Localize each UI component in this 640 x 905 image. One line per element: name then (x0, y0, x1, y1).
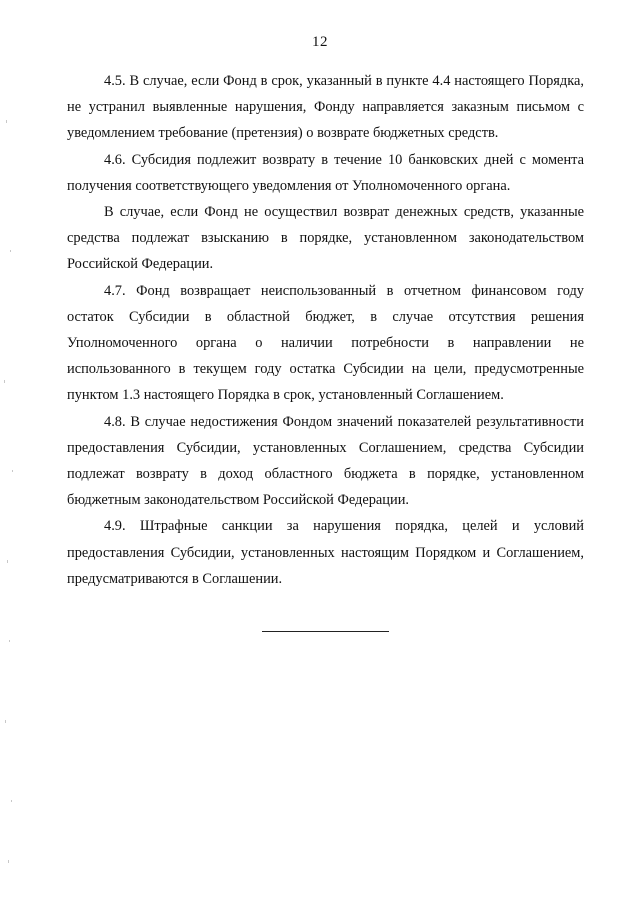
paragraph-4-7: 4.7. Фонд возвращает неиспользованный в отчетном финансовом году остаток Субсидии в областной бюджет, в случае отсутствия решения Уполномоченного органа о наличии потребности в направлении не использованного в текущем году остатка Субсидии на цели, предусмотренные пунктом 1.3 настоящего Порядка в срок, установленный Соглашением. (67, 282, 584, 404)
paragraph-4-9: 4.9. Штрафные санкции за нарушения порядка, целей и условий предоставления Субсидии, установленных настоящим Порядком и Соглашением, предусматриваются в Соглашении. (67, 518, 584, 587)
scan-artifacts (0, 0, 40, 905)
end-of-document-separator (262, 631, 389, 632)
document-body (67, 68, 584, 592)
paragraph-4-6-continued: В случае, если Фонд не осуществил возврат денежных средств, указанные средства подлежат взысканию в порядке, установленном законодательством Российской Федерации. (67, 204, 584, 273)
paragraph-4-5: 4.5. В случае, если Фонд в срок, указанный в пункте 4.4 настоящего Порядка, не устранил выявленные нарушения, Фонду направляется заказным письмом с уведомлением требование (претензия) о возврате бюджетных средств. (67, 73, 584, 142)
page-number: 12 (312, 34, 328, 50)
paragraph-4-6: 4.6. Субсидия подлежит возврату в течение 10 банковских дней с момента получения соответствующего уведомления от Уполномоченного органа. (67, 151, 584, 194)
paragraph-4-8: 4.8. В случае недостижения Фондом значений показателей результативности предоставления Субсидии, установленных Соглашением, средства Субсидии подлежат возврату в доход областного бюджета в порядке, установленном бюджетным законодательством Российской Федерации. (67, 413, 584, 509)
